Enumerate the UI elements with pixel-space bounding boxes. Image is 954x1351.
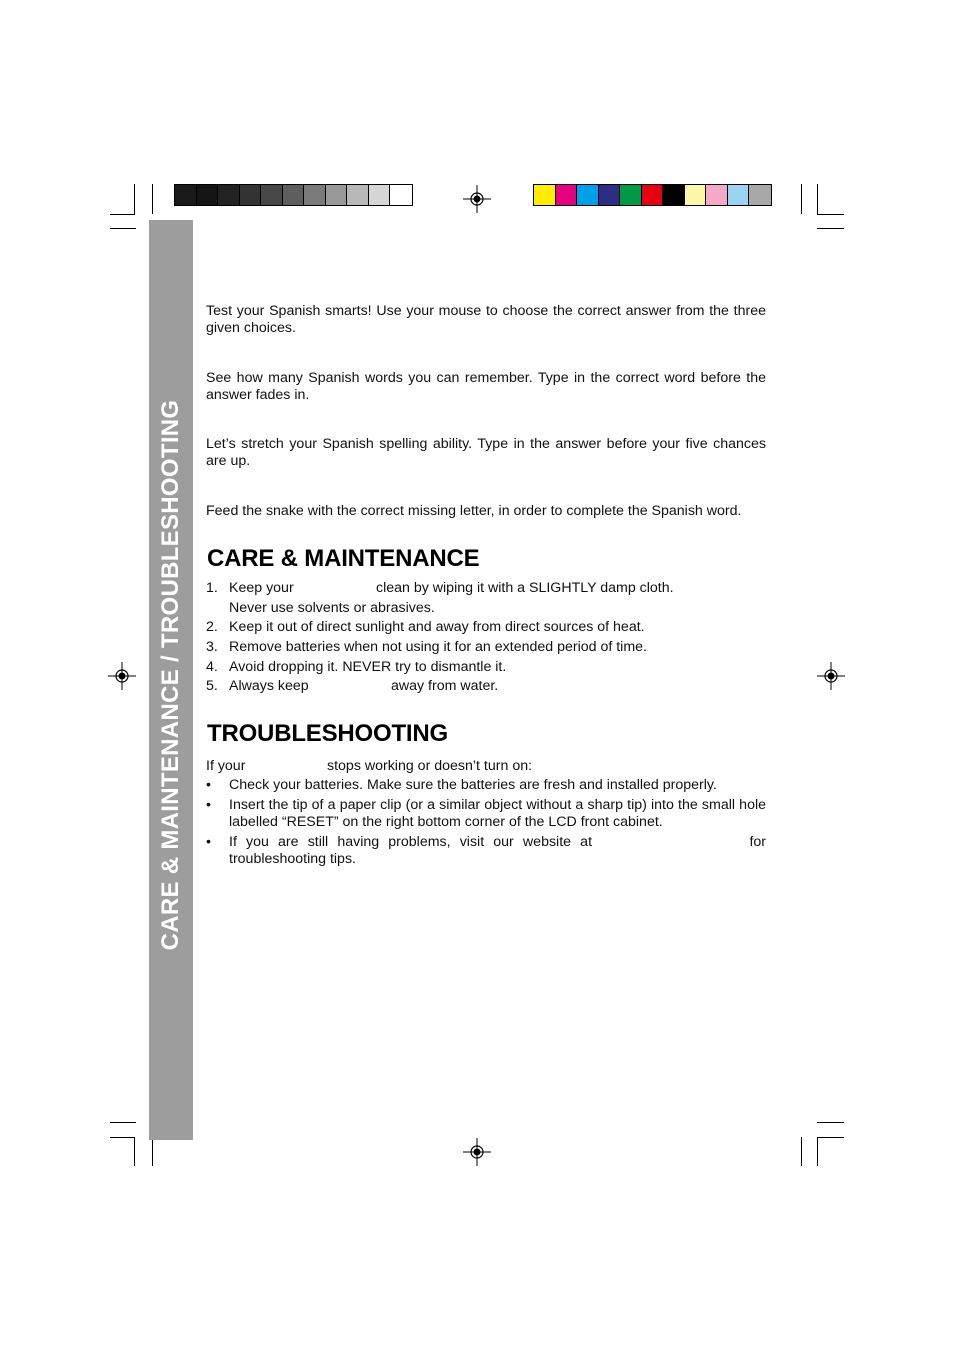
care-item-text: Keep it out of direct sunlight and away from direct sources of heat.	[229, 619, 645, 635]
intro-paragraph-2: See how many Spanish words you can remember. Type in the correct word before the answer fades in.	[206, 370, 766, 403]
color-swatch	[369, 185, 391, 205]
color-swatch	[642, 185, 664, 205]
bullet-icon: •	[206, 834, 211, 850]
care-item-text-before: Keep your	[229, 580, 294, 596]
intro-paragraph-1: Test your Spanish smarts! Use your mouse to choose the correct answer from the three given choices.	[206, 303, 766, 336]
troubleshooting-intro-before: If your	[206, 758, 246, 774]
color-swatch	[390, 185, 412, 205]
care-item-text: Remove batteries when not using it for an extended period of time.	[229, 639, 647, 655]
intro-paragraph-3: Let’s stretch your Spanish spelling ability. Type in the answer before your five chances are up.	[206, 436, 766, 469]
color-swatch	[218, 185, 240, 205]
color-swatch	[599, 185, 621, 205]
troubleshooting-intro-after: stops working or doesn’t turn on:	[327, 758, 533, 774]
troubleshooting-bullet-text: Check your batteries. Make sure the batteries are fresh and installed properly.	[229, 777, 717, 793]
color-swatch	[283, 185, 305, 205]
gray-color-bar	[174, 184, 413, 206]
registration-mark-bottom-icon	[463, 1138, 491, 1166]
color-swatch	[261, 185, 283, 205]
color-swatch	[706, 185, 728, 205]
troubleshooting-bullet-text: Insert the tip of a paper clip (or a similar object without a sharp tip) into the small hole labelled “RESET” on the right bottom corner of the LCD front cabinet.	[229, 797, 766, 830]
care-item-text-before: Always keep	[229, 678, 309, 694]
registration-mark-left-icon	[108, 662, 136, 690]
intro-paragraph-4: Feed the snake with the correct missing letter, in order to complete the Spanish word.	[206, 503, 742, 519]
process-color-bar	[533, 184, 772, 206]
registration-mark-top-icon	[463, 185, 491, 213]
color-swatch	[304, 185, 326, 205]
color-swatch	[685, 185, 707, 205]
registration-mark-right-icon	[817, 662, 845, 690]
troubleshooting-bullet-text-line2: troubleshooting tips.	[229, 851, 356, 867]
bullet-icon: •	[206, 777, 211, 793]
troubleshooting-heading: TROUBLESHOOTING	[207, 720, 448, 747]
color-swatch	[728, 185, 750, 205]
color-swatch	[347, 185, 369, 205]
care-item-number: 3.	[206, 639, 218, 655]
color-swatch	[534, 185, 556, 205]
care-item-number: 1.	[206, 580, 218, 596]
care-item-1	[206, 580, 766, 620]
color-swatch	[749, 185, 771, 205]
care-item-number: 5.	[206, 678, 218, 694]
color-swatch	[556, 185, 578, 205]
care-item-text-after: clean by wiping it with a SLIGHTLY damp cloth.	[376, 580, 674, 596]
side-tab-title: CARE & MAINTENANCE / TROUBLESHOOTING	[157, 399, 184, 951]
care-item-number: 2.	[206, 619, 218, 635]
color-swatch	[326, 185, 348, 205]
troubleshooting-bullet-text-after: for	[749, 834, 766, 850]
care-item-text-after: away from water.	[391, 678, 499, 694]
troubleshooting-bullet-3	[206, 834, 766, 874]
care-item-number: 4.	[206, 659, 218, 675]
bullet-icon: •	[206, 797, 211, 813]
color-swatch	[175, 185, 197, 205]
care-heading: CARE & MAINTENANCE	[207, 545, 480, 572]
color-swatch	[197, 185, 219, 205]
color-swatch	[620, 185, 642, 205]
color-swatch	[577, 185, 599, 205]
color-swatch	[663, 185, 685, 205]
care-item-text-line2: Never use solvents or abrasives.	[229, 600, 435, 616]
care-item-text: Avoid dropping it. NEVER try to dismantle it.	[229, 659, 507, 675]
troubleshooting-bullet-text-before: If you are still having problems, visit our website at	[229, 834, 593, 850]
color-swatch	[240, 185, 262, 205]
